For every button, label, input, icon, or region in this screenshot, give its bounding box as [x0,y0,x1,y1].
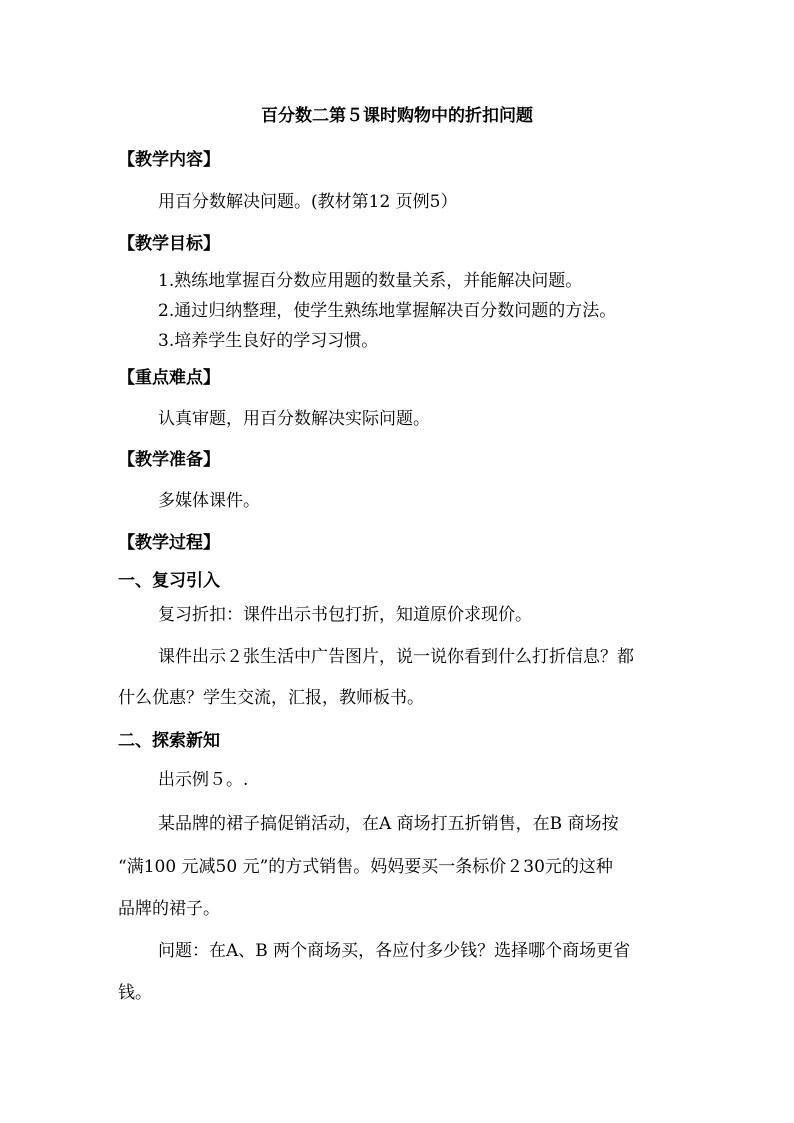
heading-teaching-prep: 【教学准备】 [118,450,220,470]
goal-item-1: 1.熟练地掌握百分数应用题的数量关系，并能解决问题。 [158,271,583,291]
heading-explore-new: 二、探索新知 [118,731,220,751]
heading-key-points: 【重点难点】 [118,368,220,388]
heading-teaching-content: 【教学内容】 [118,150,220,170]
heading-teaching-process: 【教学过程】 [118,533,220,553]
example-paragraph-line-3: 品牌的裙子。 [118,899,220,919]
heading-review-intro: 一、复习引入 [118,571,220,591]
explore-paragraph-1: 出示例５。. [158,770,249,790]
teaching-content-text: 用百分数解决问题。(教材第12 页例5） [158,192,458,212]
teaching-prep-text: 多媒体课件。 [158,491,260,511]
question-paragraph-line-2: 钱。 [118,983,152,1003]
heading-teaching-goals: 【教学目标】 [118,234,220,254]
example-paragraph-line-1: 某品牌的裙子搞促销活动，在A 商场打五折销售，在B 商场按 [158,814,619,834]
question-paragraph-line-1: 问题：在A、B 两个商场买，各应付多少钱？选择哪个商场更省 [158,941,631,961]
review-paragraph-2-line-2: 什么优惠？学生交流，汇报，教师板书。 [118,688,424,708]
page-title: 百分数二第５课时购物中的折扣问题 [261,106,533,126]
example-paragraph-line-2: “满100 元减50 元”的方式销售。妈妈要买一条标价２30元的这种 [118,857,613,877]
goal-item-2: 2.通过归纳整理，使学生熟练地掌握解决百分数问题的方法。 [158,301,617,321]
key-points-text: 认真审题，用百分数解决实际问题。 [158,409,430,429]
review-paragraph-2-line-1: 课件出示２张生活中广告图片，说一说你看到什么打折信息？都 [158,647,634,667]
goal-item-3: 3.培养学生良好的学习习惯。 [158,331,379,351]
review-paragraph-1: 复习折扣：课件出示书包打折，知道原价求现价。 [158,605,532,625]
